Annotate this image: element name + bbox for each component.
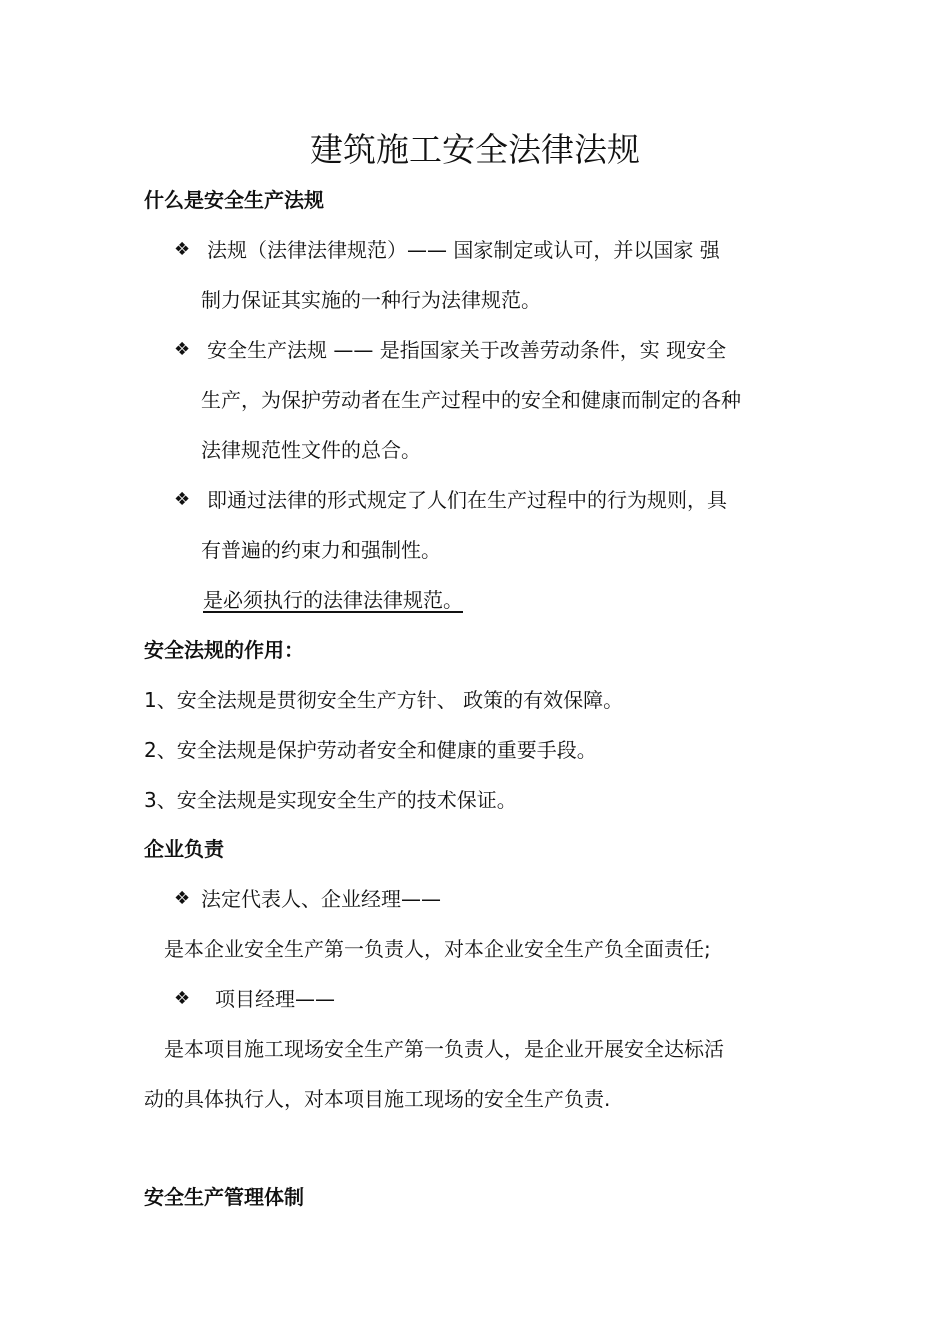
paragraph-line: 制力保证其实施的一种行为法律规范。 xyxy=(201,288,541,312)
document-title: 建筑施工安全法律法规 xyxy=(310,130,640,169)
paragraph-line: 安全生产法规 —— 是指国家关于改善劳动条件，实 现安全 xyxy=(207,338,727,362)
paragraph-line: 是本企业安全生产第一负责人，对本企业安全生产负全面责任; xyxy=(164,937,711,961)
diamond-bullet-icon: ❖ xyxy=(174,489,191,510)
paragraph-line: 法规（法律法律规范）—— 国家制定或认可，并以国家 强 xyxy=(207,238,720,262)
section-heading-enterprise-responsibility: 企业负责 xyxy=(144,837,224,861)
numbered-item: 3、安全法规是实现安全生产的技术保证。 xyxy=(144,788,517,812)
diamond-bullet-icon: ❖ xyxy=(174,239,191,260)
section-heading-regulation-role: 安全法规的作用： xyxy=(144,638,304,662)
paragraph-line: 有普遍的约束力和强制性。 xyxy=(201,538,441,562)
paragraph-line: 动的具体执行人，对本项目施工现场的安全生产负责. xyxy=(144,1087,611,1111)
numbered-item: 2、安全法规是保护劳动者安全和健康的重要手段。 xyxy=(144,738,597,762)
paragraph-line: 项目经理—— xyxy=(215,987,335,1011)
diamond-bullet-icon: ❖ xyxy=(174,988,191,1009)
diamond-bullet-icon: ❖ xyxy=(174,339,191,360)
paragraph-line: 法律规范性文件的总合。 xyxy=(201,438,421,462)
section-heading-management-system: 安全生产管理体制 xyxy=(144,1185,304,1209)
underlined-line: 是必须执行的法律法律规范。 xyxy=(203,588,463,612)
numbered-item: 1、安全法规是贯彻安全生产方针、 政策的有效保障。 xyxy=(144,688,624,712)
paragraph-line: 法定代表人、企业经理—— xyxy=(201,887,441,911)
diamond-bullet-icon: ❖ xyxy=(174,888,191,909)
paragraph-line: 生产，为保护劳动者在生产过程中的安全和健康而制定的各种 xyxy=(201,388,741,412)
section-heading-safety-regulations: 什么是安全生产法规 xyxy=(144,188,324,212)
paragraph-line: 即通过法律的形式规定了人们在生产过程中的行为规则，具 xyxy=(207,488,727,512)
paragraph-line: 是本项目施工现场安全生产第一负责人，是企业开展安全达标活 xyxy=(164,1037,724,1061)
